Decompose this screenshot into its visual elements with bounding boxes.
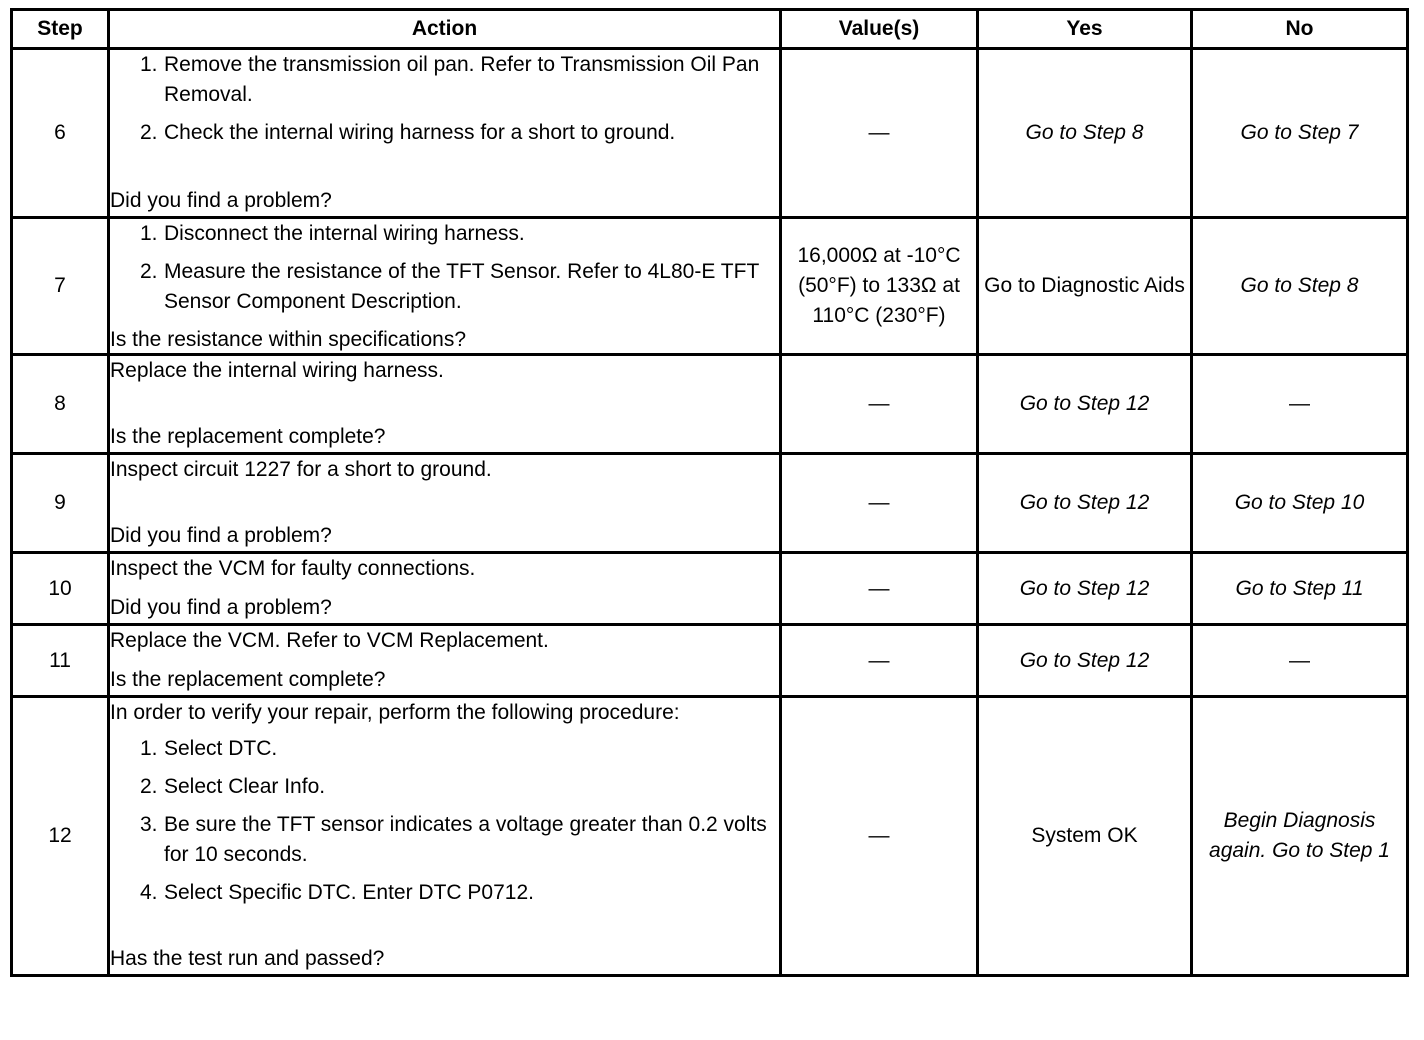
header-yes: Yes bbox=[978, 10, 1192, 49]
no-cell: Go to Step 7 bbox=[1192, 49, 1408, 218]
list-item: 1. Remove the transmission oil pan. Refer to Transmission Oil Pan Removal. bbox=[140, 53, 760, 106]
step-number: 9 bbox=[12, 454, 109, 553]
value-cell: — bbox=[781, 49, 978, 218]
step-number: 10 bbox=[12, 553, 109, 625]
header-step: Step bbox=[12, 10, 109, 49]
action-cell bbox=[109, 697, 781, 976]
header-values: Value(s) bbox=[781, 10, 978, 49]
value-cell: — bbox=[781, 697, 978, 976]
value-cell: 16,000Ω at -10°C (50°F) to 133Ω at 110°C (230°F) bbox=[781, 218, 978, 355]
step-number: 11 bbox=[12, 625, 109, 697]
action-cell bbox=[109, 625, 781, 697]
action-question: Did you find a problem? bbox=[110, 596, 332, 619]
action-cell bbox=[109, 454, 781, 553]
list-item: 2. Check the internal wiring harness for a short to ground. bbox=[140, 121, 676, 144]
action-cell bbox=[109, 49, 781, 218]
no-cell: — bbox=[1192, 625, 1408, 697]
diagnostic-table bbox=[10, 8, 1409, 977]
no-cell: Begin Diagnosis again. Go to Step 1 bbox=[1192, 697, 1408, 976]
table-row-step-9 bbox=[12, 454, 1408, 553]
table-row-step-10 bbox=[12, 553, 1408, 625]
action-question: Has the test run and passed? bbox=[110, 947, 385, 970]
table-row-step-8 bbox=[12, 355, 1408, 454]
header-no: No bbox=[1192, 10, 1408, 49]
action-cell bbox=[109, 553, 781, 625]
no-cell: Go to Step 11 bbox=[1192, 553, 1408, 625]
yes-cell: Go to Step 12 bbox=[978, 625, 1192, 697]
value-cell: — bbox=[781, 355, 978, 454]
yes-cell: System OK bbox=[978, 697, 1192, 976]
list-item: 2. Select Clear Info. bbox=[140, 775, 326, 798]
action-question: Is the resistance within specifications? bbox=[110, 328, 467, 351]
action-question: Is the replacement complete? bbox=[110, 668, 386, 691]
action-cell bbox=[109, 218, 781, 355]
yes-cell: Go to Step 8 bbox=[978, 49, 1192, 218]
no-cell: — bbox=[1192, 355, 1408, 454]
list-item: 4. Select Specific DTC. Enter DTC P0712. bbox=[140, 881, 534, 904]
action-cell bbox=[109, 355, 781, 454]
action-steps bbox=[110, 219, 779, 325]
step-number: 7 bbox=[12, 218, 109, 355]
action-text: Replace the VCM. Refer to VCM Replacement. bbox=[110, 629, 549, 652]
action-question: Is the replacement complete? bbox=[110, 425, 386, 448]
list-item: 3. Be sure the TFT sensor indicates a voltage greater than 0.2 volts for 10 seconds. bbox=[140, 813, 767, 866]
step-number: 12 bbox=[12, 697, 109, 976]
action-text: In order to verify your repair, perform the following procedure: bbox=[110, 701, 680, 724]
step-number: 8 bbox=[12, 355, 109, 454]
header-action: Action bbox=[109, 10, 781, 49]
yes-cell: Go to Step 12 bbox=[978, 454, 1192, 553]
table-row-step-7 bbox=[12, 218, 1408, 355]
table-row-step-12 bbox=[12, 697, 1408, 976]
action-steps bbox=[110, 50, 779, 156]
table-row-step-6 bbox=[12, 49, 1408, 218]
action-text: Replace the internal wiring harness. bbox=[110, 359, 444, 382]
action-steps bbox=[110, 734, 779, 908]
action-question: Did you find a problem? bbox=[110, 524, 332, 547]
action-text: Inspect circuit 1227 for a short to ground. bbox=[110, 458, 492, 481]
value-cell: — bbox=[781, 553, 978, 625]
list-item: 1. Select DTC. bbox=[140, 737, 278, 760]
no-cell: Go to Step 10 bbox=[1192, 454, 1408, 553]
yes-cell: Go to Diagnostic Aids bbox=[978, 218, 1192, 355]
value-cell: — bbox=[781, 454, 978, 553]
table-row-step-11 bbox=[12, 625, 1408, 697]
value-cell: — bbox=[781, 625, 978, 697]
header-row bbox=[12, 10, 1408, 49]
yes-cell: Go to Step 12 bbox=[978, 355, 1192, 454]
list-item: 2. Measure the resistance of the TFT Sensor. Refer to 4L80-E TFT Sensor Component Description. bbox=[140, 260, 759, 313]
list-item: 1. Disconnect the internal wiring harness. bbox=[140, 222, 525, 245]
action-question: Did you find a problem? bbox=[110, 189, 332, 212]
step-number: 6 bbox=[12, 49, 109, 218]
yes-cell: Go to Step 12 bbox=[978, 553, 1192, 625]
no-cell: Go to Step 8 bbox=[1192, 218, 1408, 355]
action-text: Inspect the VCM for faulty connections. bbox=[110, 557, 476, 580]
